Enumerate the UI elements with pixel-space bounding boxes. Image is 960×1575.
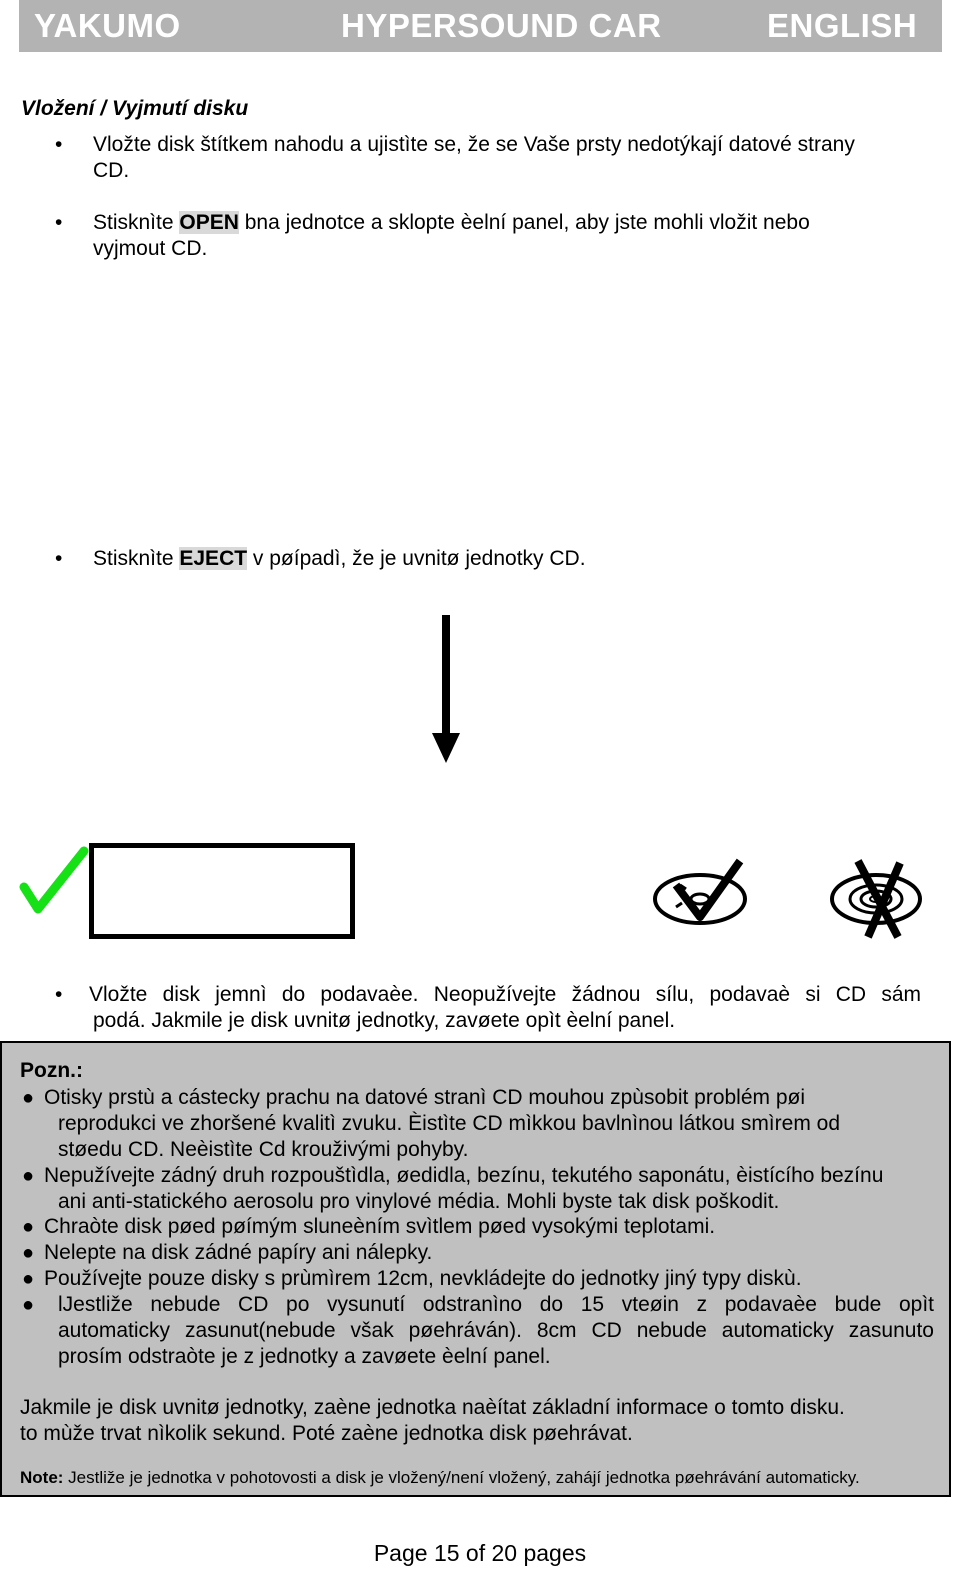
bullet-text: Vložte disk jemnì do podavaèe. Neopužívejte žádnou sílu, podavaè si CD sám [89,983,921,1006]
page-number: Page 15 of 20 pages [373,1540,587,1566]
bullet-dot: • [55,133,63,156]
bullet-text: vyjmout CD. [93,237,208,260]
note-bullet: ● [22,1165,35,1187]
note-text: støedu CD. Neèistìte Cd krouživými pohyby. [58,1138,469,1161]
note-bullet: ● [22,1268,35,1290]
eject-key-label: EJECT [179,547,248,570]
note-paragraph-line: Jakmile je disk uvnitø jednotky, zaène jednotka naèítat základní informace o tomto disku. [20,1396,845,1419]
note-text: ani anti-statického aerosolu pro vinylové média. Mohli byste tak disk poškodit. [58,1190,780,1213]
bullet-text: Vložte disk štítkem nahodu a ujistìte se, že se Vaše prsty nedotýkají datové strany [93,133,855,156]
note-text: Otisky prstù a cástecky prachu na datové stranì CD mouhou zpùsobit problém pøi [44,1086,806,1109]
note-text: Používejte pouze disky s prùmìrem 12cm, nevkládejte do jednotky jiný typy diskù. [44,1267,802,1290]
header-bar [19,0,942,52]
bullet-press-open [55,210,923,262]
note-paragraph [20,1395,940,1447]
section-title: Vložení / Vyjmutí disku [21,97,249,120]
bullet-text: Stisknìte [93,211,180,234]
bullet-text: bna jednotce a sklopte èelní panel, aby jste mohli vložit nebo [238,211,810,234]
note-text: Nepužívejte zádný druh rozpouštìdla, øedidla, bezínu, tekutého saponátu, èistícího bezínu [44,1164,884,1187]
bullet-dot: • [55,547,63,570]
note-text: Chraòte disk pøed pøímým sluneèním svìtlem pøed vysokými teplotami. [44,1215,716,1238]
bullet-text: podá. Jakmile je disk uvnitø jednotky, zavøete opìt èelní panel. [93,1009,676,1032]
note-paragraph-line: to mùže trvat nìkolik sekund. Poté zaène jednotka disk pøehrávat. [20,1422,633,1445]
disc-slot-illustration [89,843,355,944]
disc-wipe-wrong-icon [828,857,928,946]
note-heading: Pozn.: [20,1059,83,1082]
note-text: automaticky zasunut(nebude však pøehráván). 8cm CD nebude automaticky zasunuto [58,1319,934,1342]
open-key-label: OPEN [179,211,239,234]
note-bullet: ● [22,1294,35,1316]
small-note-label: Note: [20,1468,64,1487]
down-arrow-icon [428,615,464,772]
small-note [20,1468,940,1488]
bullet-text: CD. [93,159,130,182]
note-text: lJestliže nebude CD po vysunutí odstranìno do 15 vteøin z podavaèe bude opìt [58,1293,934,1316]
note-bullet: ● [22,1216,35,1238]
bullet-text: Stisknìte [93,547,180,570]
header-brand: YAKUMO [34,7,181,44]
header-product: HYPERSOUND CAR [341,7,662,44]
header-language: ENGLISH [767,7,918,44]
note-text: reprodukci ve zhoršené kvalitì zvuku. Èistìte CD mìkkou bavlnìnou látkou smìrem od [58,1112,841,1135]
note-text: Nelepte na disk zádné papíry ani nálepky. [44,1241,433,1264]
disc-wipe-correct-icon [652,855,752,932]
note-bullet: ● [22,1087,35,1109]
small-note-text: Jestliže je jednotka v pohotovosti a disk je vložený/není vložený, zahájí jednotka pøehrávání automaticky. [63,1468,860,1487]
note-text: prosím odstraòte je z jednotky a zavøete èelní panel. [58,1345,551,1368]
bullet-dot: • [55,211,63,234]
bullet-insert-gently [55,982,921,1034]
bullet-insert-label-up [55,132,923,184]
bullet-dot: • [55,983,63,1006]
checkmark-icon [18,845,90,920]
bullet-text: v pøípadì, že je uvnitø jednotky CD. [247,547,586,570]
note-box [0,1041,951,1497]
bullet-press-eject [55,546,923,572]
note-bullet: ● [22,1242,35,1264]
